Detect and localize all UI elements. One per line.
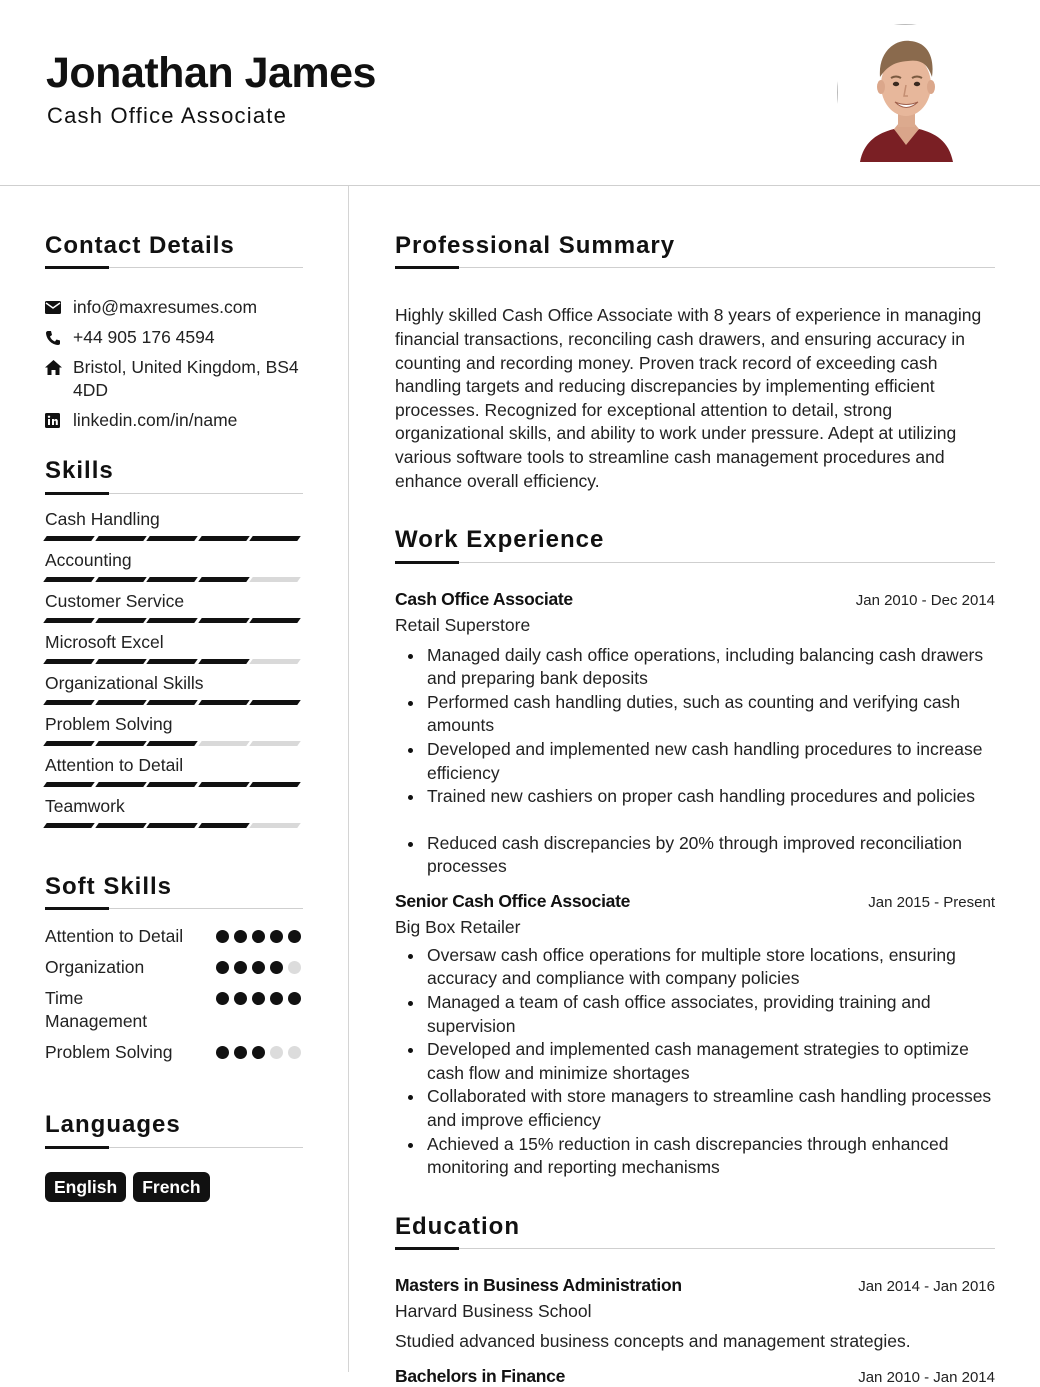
skill-item	[45, 754, 303, 787]
skill-item	[45, 508, 303, 541]
candidate-name: Jonathan James	[46, 49, 376, 97]
job-entry	[395, 589, 995, 879]
summary-heading: Professional Summary	[395, 233, 995, 268]
skill-level-segment-empty	[198, 741, 249, 746]
skill-level-bar	[45, 659, 303, 664]
job-bullet: Reduced cash discrepancies by 20% through improved reconciliation processes	[395, 832, 995, 879]
job-bullet: Managed a team of cash office associates, providing training and supervision	[395, 991, 995, 1038]
linkedin-icon	[45, 409, 73, 432]
soft-skill-name: Problem Solving	[45, 1042, 173, 1063]
avatar	[837, 24, 974, 161]
soft-skill-name: Organization	[45, 957, 145, 978]
degree-title: Bachelors in Finance	[395, 1366, 566, 1387]
envelope-icon	[45, 296, 73, 319]
skill-level-segment-filled	[146, 700, 197, 705]
contact-linkedin	[45, 409, 303, 432]
job-dates: Jan 2010 - Dec 2014	[855, 591, 995, 609]
skill-level-segment-filled	[250, 536, 301, 541]
skill-level-segment-filled	[146, 823, 197, 828]
soft-skill-item	[45, 987, 303, 1033]
job-company: Big Box Retailer	[395, 916, 521, 937]
skill-level-bar	[45, 823, 303, 828]
soft-skill-rating	[216, 956, 303, 974]
skill-name: Attention to Detail	[45, 754, 184, 775]
job-bullets	[395, 644, 995, 879]
skill-level-segment-filled	[43, 577, 94, 582]
skill-name: Accounting	[45, 549, 132, 570]
contact-email-text[interactable]: info@maxresumes.com	[73, 297, 258, 318]
skill-name: Teamwork	[45, 795, 125, 816]
job-bullet: Developed and implemented new cash handling procedures to increase efficiency	[395, 738, 995, 785]
home-icon	[45, 356, 73, 379]
rating-dot-filled	[270, 930, 283, 943]
rating-dot-filled	[288, 992, 301, 1005]
skill-level-segment-filled	[95, 618, 146, 623]
skill-level-segment-empty	[250, 577, 301, 582]
summary-text: Highly skilled Cash Office Associate with 8 years of experience in managing financial transactions, reconciling cash drawers, and ensuring accuracy in counting and recording money. Proven track record of exceeding cash handling targets and reducing discrepancies by implementing efficient processes. Recognized for exceptional attention to detail, strong organizational skills, and ability to work under pressure. Adept at utilizing various software tools to streamline cash management procedures and enhance overall efficiency.	[395, 305, 982, 491]
skill-level-segment-filled	[198, 618, 249, 623]
contact-address-text: Bristol, United Kingdom, BS4 4DD	[73, 357, 299, 401]
soft-skill-rating	[216, 987, 303, 1005]
languages-heading: Languages	[45, 1112, 303, 1147]
contact-heading: Contact Details	[45, 233, 303, 268]
skill-level-segment-filled	[250, 782, 301, 787]
skill-level-segment-filled	[43, 536, 94, 541]
skill-level-segment-filled	[250, 700, 301, 705]
summary-section	[395, 233, 995, 493]
rating-dot-filled	[234, 1046, 247, 1059]
soft-skill-name: Time Management	[45, 988, 148, 1032]
skill-level-segment-filled	[146, 577, 197, 582]
skill-level-segment-filled	[43, 782, 94, 787]
job-bullet: Managed daily cash office operations, including balancing cash drawers and preparing bank deposits	[395, 644, 995, 691]
skill-level-segment-filled	[95, 823, 146, 828]
contact-section	[45, 233, 303, 432]
skill-level-bar	[45, 782, 303, 787]
job-title: Cash Office Associate	[395, 588, 573, 609]
skill-level-segment-filled	[146, 618, 197, 623]
soft-skills-list	[45, 925, 303, 1064]
language-badge: English	[45, 1172, 126, 1202]
left-column	[45, 186, 303, 1202]
job-bullet: Trained new cashiers on proper cash handling procedures and policies	[395, 785, 995, 809]
skill-level-segment-filled	[95, 782, 146, 787]
soft-skills-section	[45, 874, 303, 1064]
education-entry	[395, 1275, 995, 1352]
skill-level-segment-empty	[250, 741, 301, 746]
rating-dot-filled	[234, 992, 247, 1005]
skill-item	[45, 549, 303, 582]
skill-level-segment-filled	[198, 659, 249, 664]
skill-level-segment-filled	[198, 823, 249, 828]
skill-item	[45, 713, 303, 746]
candidate-title: Cash Office Associate	[47, 103, 288, 128]
education-header	[395, 1366, 995, 1387]
rating-dot-filled	[234, 961, 247, 974]
education-heading: Education	[395, 1214, 995, 1249]
rating-dot-filled	[252, 992, 265, 1005]
skill-level-segment-filled	[95, 741, 146, 746]
rating-dot-filled	[216, 1046, 229, 1059]
job-bullet: Oversaw cash office operations for multiple store locations, ensuring accuracy and compliance with company policies	[395, 944, 995, 991]
job-title: Senior Cash Office Associate	[395, 890, 631, 911]
school-name: Harvard Business School	[395, 1301, 592, 1322]
skill-level-segment-filled	[146, 782, 197, 787]
languages-list	[45, 1172, 303, 1202]
education-description: Studied advanced business concepts and management strategies.	[395, 1331, 911, 1352]
education-entry	[395, 1366, 995, 1387]
education-dates: Jan 2014 - Jan 2016	[858, 1278, 995, 1296]
skill-level-segment-filled	[95, 659, 146, 664]
job-bullet: Developed and implemented cash management strategies to optimize cash flow and minimize shortages	[395, 1038, 995, 1085]
education-section	[395, 1214, 995, 1387]
resume-header	[0, 0, 1040, 186]
skill-name: Customer Service	[45, 590, 185, 611]
skill-level-segment-filled	[43, 659, 94, 664]
contact-phone	[45, 326, 303, 349]
skill-level-segment-filled	[198, 536, 249, 541]
skill-level-segment-empty	[250, 823, 301, 828]
rating-dot-filled	[216, 992, 229, 1005]
skill-name: Organizational Skills	[45, 672, 204, 693]
skill-level-segment-filled	[250, 618, 301, 623]
skill-level-bar	[45, 741, 303, 746]
soft-skill-item	[45, 956, 303, 979]
rating-dot-filled	[216, 930, 229, 943]
rating-dot-filled	[270, 992, 283, 1005]
degree-title: Masters in Business Administration	[395, 1275, 682, 1296]
job-bullet: Performed cash handling duties, such as counting and verifying cash amounts	[395, 691, 995, 738]
skill-level-segment-filled	[95, 577, 146, 582]
skill-level-segment-filled	[146, 659, 197, 664]
rating-dot-filled	[252, 961, 265, 974]
skill-level-segment-filled	[146, 536, 197, 541]
experience-section	[395, 527, 995, 1180]
skill-level-bar	[45, 536, 303, 541]
skill-level-bar	[45, 577, 303, 582]
job-bullets	[395, 944, 995, 1180]
soft-skill-rating	[216, 925, 303, 943]
job-header	[395, 589, 995, 610]
soft-skill-item	[45, 925, 303, 948]
skill-level-segment-filled	[43, 700, 94, 705]
rating-dot-filled	[288, 930, 301, 943]
contact-email	[45, 296, 303, 319]
skill-level-segment-filled	[198, 700, 249, 705]
skills-list	[45, 508, 303, 828]
column-divider	[348, 186, 349, 1372]
skill-level-segment-filled	[95, 536, 146, 541]
skill-level-segment-empty	[250, 659, 301, 664]
education-dates: Jan 2010 - Jan 2014	[858, 1369, 995, 1387]
rating-dot-filled	[234, 930, 247, 943]
rating-dot-filled	[252, 930, 265, 943]
skill-level-segment-filled	[198, 577, 249, 582]
rating-dot-filled	[270, 961, 283, 974]
rating-dot-empty	[288, 961, 301, 974]
contact-linkedin-text[interactable]: linkedin.com/in/name	[73, 410, 238, 431]
soft-skill-name: Attention to Detail	[45, 926, 184, 947]
contact-phone-text[interactable]: +44 905 176 4594	[73, 327, 215, 348]
rating-dot-filled	[216, 961, 229, 974]
right-column	[395, 186, 995, 1387]
profile-photo-icon	[838, 25, 975, 162]
soft-skill-rating	[216, 1041, 303, 1059]
skill-level-bar	[45, 618, 303, 623]
skill-item	[45, 795, 303, 828]
language-badge: French	[133, 1172, 209, 1202]
job-entry	[395, 891, 995, 1180]
skill-name: Problem Solving	[45, 713, 173, 734]
skill-item	[45, 590, 303, 623]
skill-level-segment-filled	[198, 782, 249, 787]
job-header	[395, 891, 995, 912]
skill-item	[45, 631, 303, 664]
languages-section	[45, 1112, 303, 1201]
job-dates: Jan 2015 - Present	[868, 893, 995, 911]
skill-name: Microsoft Excel	[45, 631, 164, 652]
contact-address	[45, 356, 303, 402]
skill-level-bar	[45, 700, 303, 705]
job-company: Retail Superstore	[395, 614, 531, 635]
phone-icon	[45, 326, 73, 349]
job-bullet: Achieved a 15% reduction in cash discrepancies through enhanced monitoring and reporting mechanisms	[395, 1133, 995, 1180]
skill-level-segment-filled	[95, 700, 146, 705]
rating-dot-empty	[288, 1046, 301, 1059]
rating-dot-empty	[270, 1046, 283, 1059]
skill-level-segment-filled	[43, 741, 94, 746]
skill-name: Cash Handling	[45, 508, 160, 529]
soft-skills-heading: Soft Skills	[45, 874, 303, 909]
rating-dot-filled	[252, 1046, 265, 1059]
skills-heading: Skills	[45, 458, 303, 493]
contact-list	[45, 296, 303, 432]
job-bullet: Collaborated with store managers to streamline cash handling processes and improve efficiency	[395, 1085, 995, 1132]
skill-item	[45, 672, 303, 705]
experience-heading: Work Experience	[395, 527, 995, 562]
skill-level-segment-filled	[43, 618, 94, 623]
soft-skill-item	[45, 1041, 303, 1064]
skill-level-segment-filled	[146, 741, 197, 746]
skills-section	[45, 458, 303, 827]
skill-level-segment-filled	[43, 823, 94, 828]
education-header	[395, 1275, 995, 1296]
